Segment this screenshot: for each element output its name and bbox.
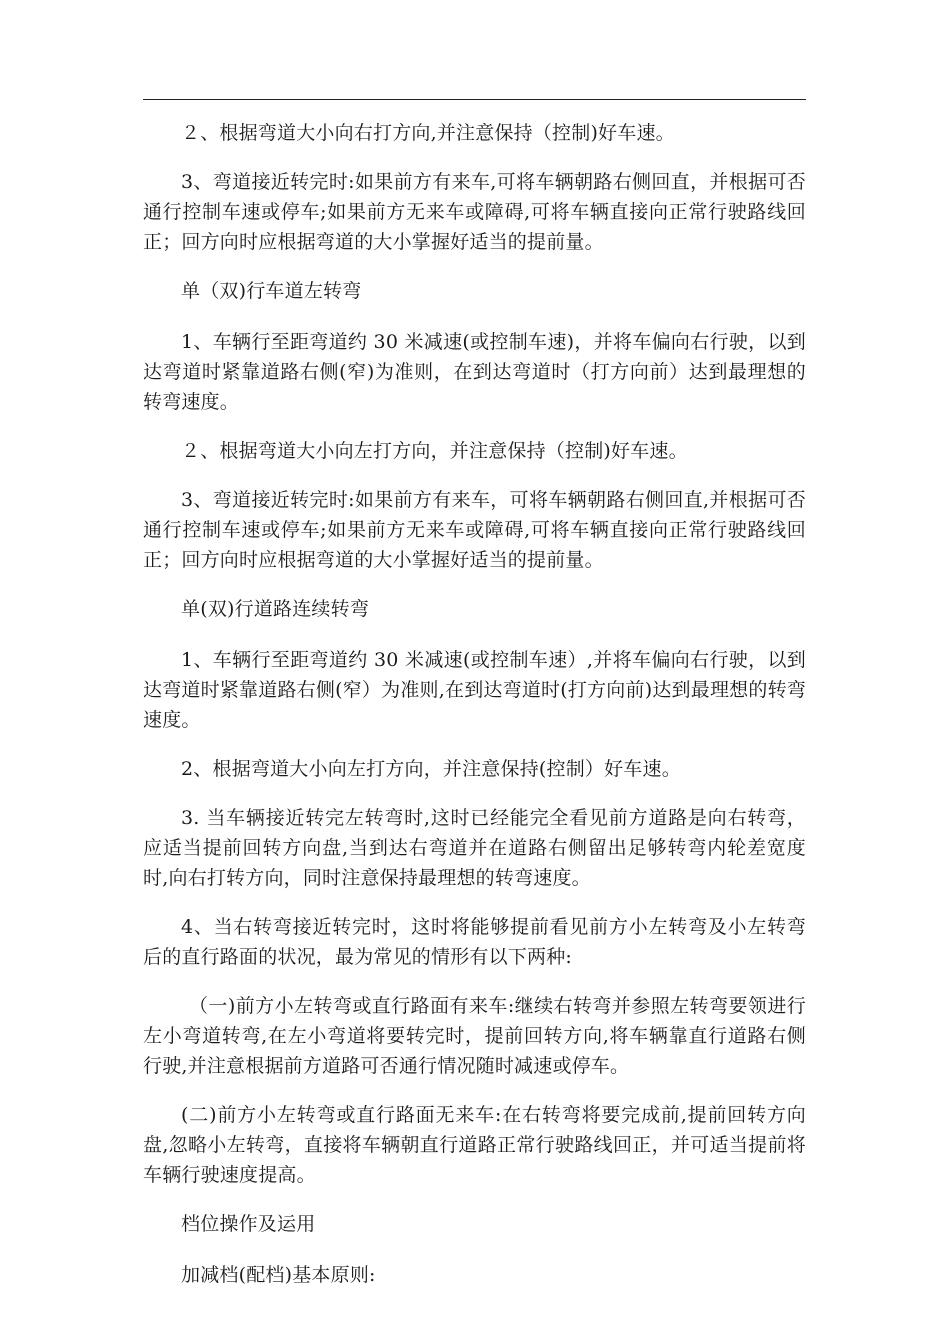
paragraph: (二)前方小左转弯或直行路面无来车:在右转弯将要完成前,提前回转方向盘,忽略小左转弯，直接将车辆朝直行道路正常行驶路线回正，并可适当提前将车辆行驶速度提高。 — [143, 1104, 806, 1186]
document-body — [143, 118, 806, 1309]
paragraph: 3. 当车辆接近转完左转弯时,这时已经能完全看见前方道路是向右转弯，应适当提前回转方向盘,当到达右弯道并在道路右侧留出足够转弯内轮差宽度时,向右打转方向，同时注意保持最理想的转弯速度。 — [143, 807, 806, 889]
paragraph: 2、根据弯道大小向左打方向，并注意保持(控制）好车速。 — [181, 758, 681, 780]
section-heading: 档位操作及运用 — [181, 1213, 316, 1235]
paragraph: 1、车辆行至距弯道约 30 米减速(或控制车速)，并将车偏向右行驶，以到达弯道时紧靠道路右侧(窄)为准则，在到达弯道时（打方向前）达到最理想的转弯速度。 — [143, 331, 806, 413]
paragraph: （一)前方小左转弯或直行路面有来车:继续右转弯并参照左转弯要领进行左小弯道转弯,在左小弯道将要转完时，提前回转方向,将车辆靠直行道路右侧行驶,并注意根据前方道路可否通行情况随时减速或停车。 — [143, 995, 806, 1077]
section-heading: 单(双)行道路连续转弯 — [181, 598, 370, 620]
paragraph: 3、弯道接近转完时:如果前方有来车,可将车辆朝路右侧回直，并根据可否通行控制车速或停车;如果前方无来车或障碍,可将车辆直接向正常行驶路线回正；回方向时应根据弯道的大小掌握好适当的提前量。 — [143, 171, 806, 253]
paragraph: 1、车辆行至距弯道约 30 米减速(或控制车速）,并将车偏向右行驶，以到达弯道时紧靠道路右侧(窄）为准则,在到达弯道时(打方向前)达到最理想的转弯速度。 — [143, 649, 806, 731]
paragraph: 加减档(配档)基本原则: — [181, 1264, 376, 1286]
paragraph: 4、当右转弯接近转完时，这时将能够提前看见前方小左转弯及小左转弯后的直行路面的状况，最为常见的情形有以下两种: — [143, 916, 806, 968]
paragraph: 3、弯道接近转完时:如果前方有来车，可将车辆朝路右侧回直,并根据可否通行控制车速或停车;如果前方无来车或障碍,可将车辆直接向正常行驶路线回正；回方向时应根据弯道的大小掌握好适当的提前量。 — [143, 489, 806, 571]
paragraph: ２、根据弯道大小向右打方向,并注意保持（控制)好车速。 — [181, 122, 675, 144]
paragraph: ２、根据弯道大小向左打方向，并注意保持（控制)好车速。 — [181, 440, 688, 462]
header-rule — [143, 99, 806, 100]
section-heading: 单（双)行车道左转弯 — [181, 280, 362, 302]
